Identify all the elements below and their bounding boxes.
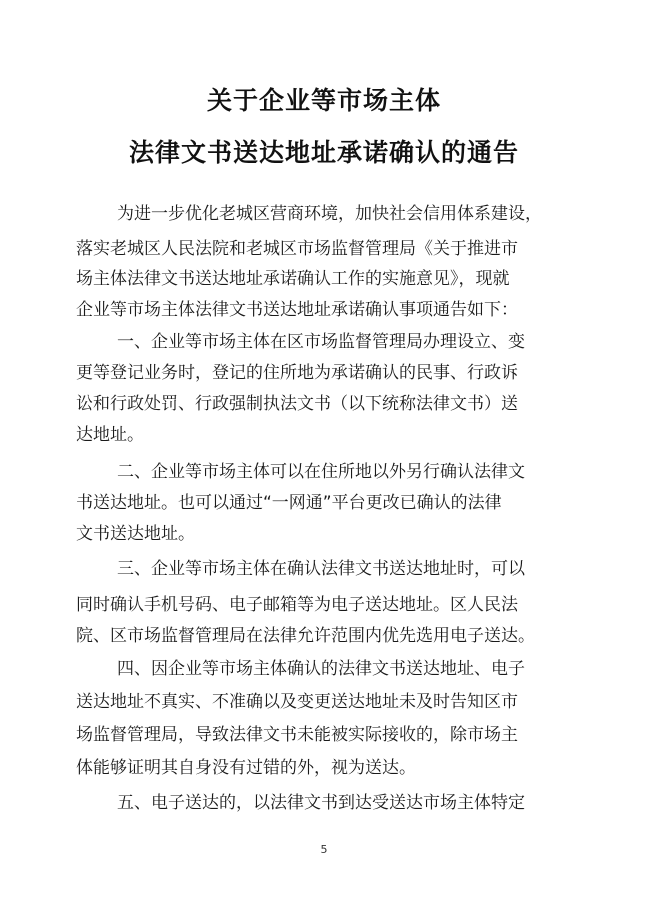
body-line: 三、企业等市场主体在确认法律文书送达地址时，可以	[117, 559, 525, 579]
body-line: 达地址。	[76, 425, 144, 445]
body-line: 企业等市场主体法律文书送达地址承诺确认事项通告如下：	[76, 300, 518, 320]
body-line: 场主体法律文书送达地址承诺确认工作的实施意见》，现就	[76, 269, 510, 289]
body-line: 一、企业等市场主体在区市场监督管理局办理设立、变	[117, 332, 525, 352]
body-line: 为进一步优化老城区营商环境，加快社会信用体系建设，	[117, 204, 542, 224]
body-line: 书送达地址。也可以通过“一网通”平台更改已确认的法律	[76, 493, 502, 513]
document-title-line-2: 法律文书送达地址承诺确认的通告	[128, 138, 519, 167]
body-line: 文书送达地址。	[76, 524, 195, 544]
page-number: 5	[320, 843, 328, 856]
body-line: 落实老城区人民法院和老城区市场监督管理局《关于推进市	[76, 239, 518, 259]
body-line: 讼和行政处罚、行政强制执法文书（以下统称法律文书）送	[76, 394, 518, 414]
document-title-line-1: 关于企业等市场主体	[206, 86, 441, 115]
body-line: 更等登记业务时，登记的住所地为承诺确认的民事、行政诉	[76, 363, 518, 383]
body-line: 体能够证明其自身没有过错的外，视为送达。	[76, 758, 416, 778]
body-line: 四、因企业等市场主体确认的法律文书送达地址、电子	[117, 659, 525, 679]
body-line: 五、电子送达的，以法律文书到达受送达市场主体特定	[117, 793, 525, 813]
body-line: 二、企业等市场主体可以在住所地以外另行确认法律文	[117, 462, 525, 482]
body-line: 场监督管理局，导致法律文书未能被实际接收的，除市场主	[76, 725, 518, 745]
body-line: 送达地址不真实、不准确以及变更送达地址未及时告知区市	[76, 692, 518, 712]
body-line: 院、区市场监督管理局在法律允许范围内优先选用电子送达。	[76, 626, 535, 646]
body-line: 同时确认手机号码、电子邮箱等为电子送达地址。区人民法	[76, 595, 518, 615]
